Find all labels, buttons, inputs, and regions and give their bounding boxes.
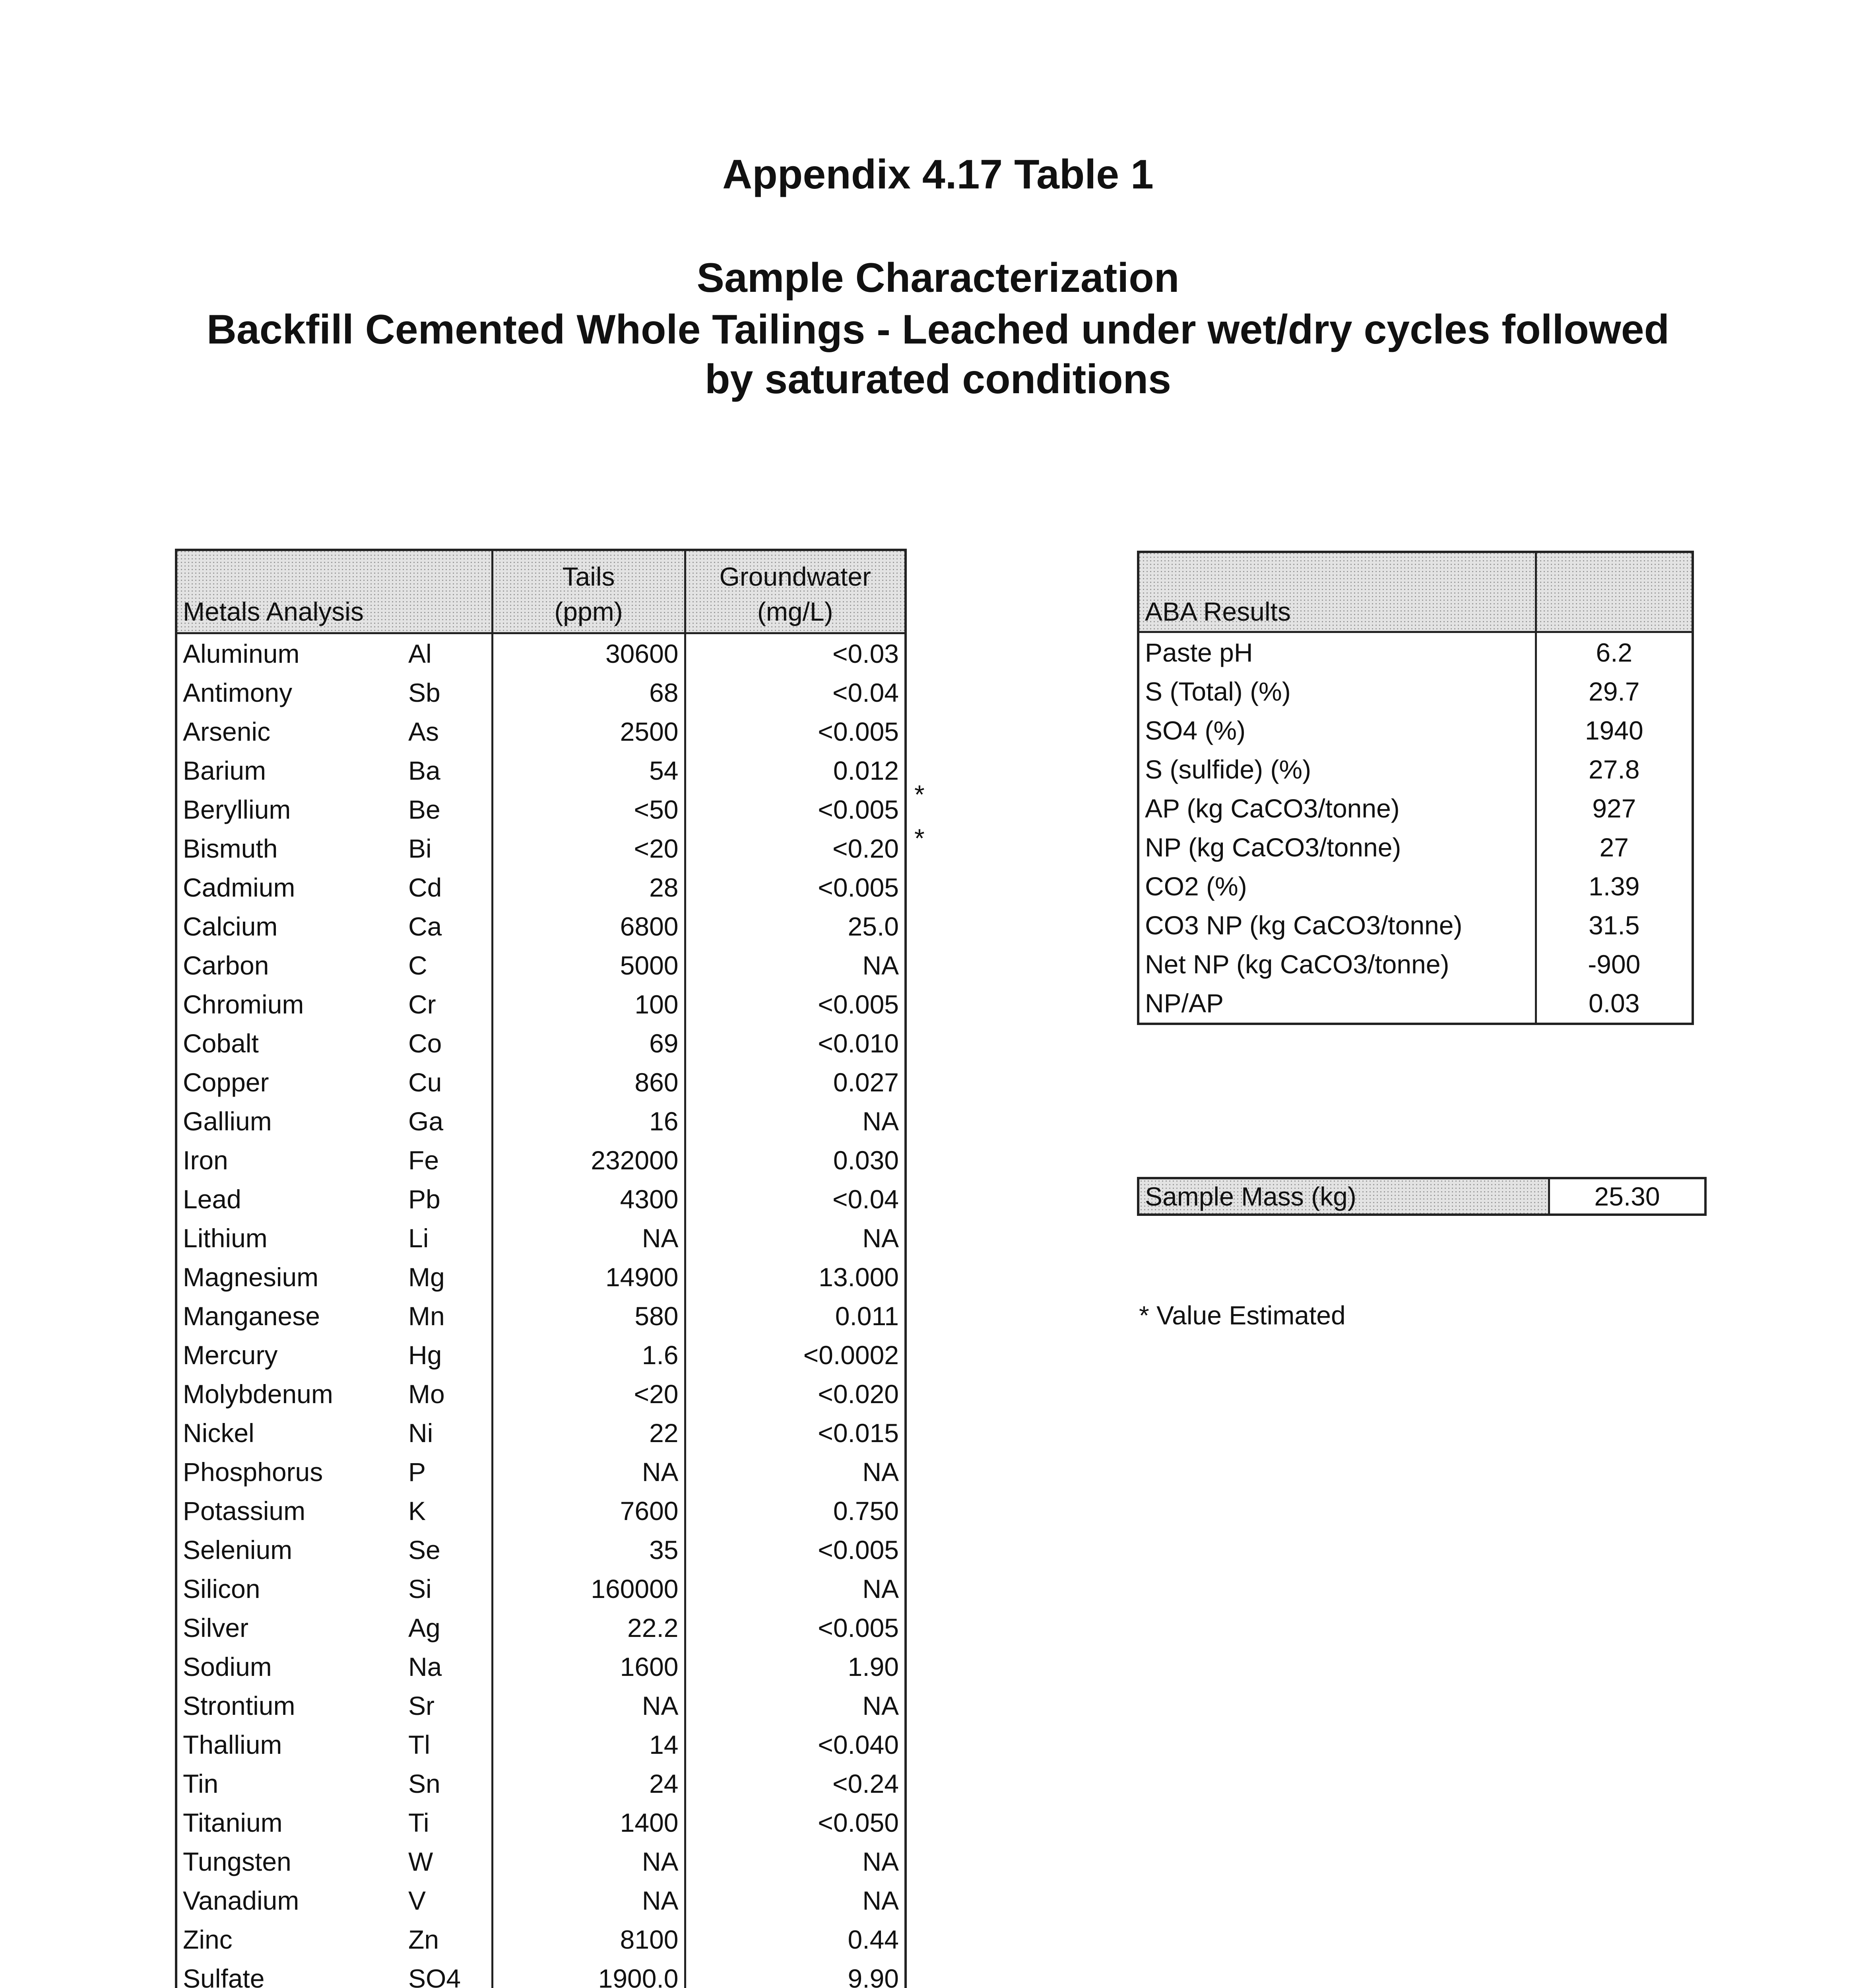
tails-header-line1: Tails	[562, 562, 615, 591]
element-name: Nickel	[183, 1418, 254, 1448]
aba-value: 31.5	[1536, 906, 1693, 945]
element-name: Mercury	[183, 1340, 278, 1370]
aba-value-header	[1536, 552, 1693, 632]
tails-value: 28	[492, 868, 685, 907]
tails-value: 68	[492, 673, 685, 712]
metals-row	[176, 790, 906, 829]
asterisk-beryllium: *	[914, 780, 925, 809]
metals-row	[176, 1491, 906, 1530]
aba-value: 6.2	[1536, 632, 1693, 672]
element-symbol: Ti	[408, 1808, 429, 1837]
element-symbol: C	[408, 951, 427, 980]
aba-results-table	[1137, 551, 1694, 1025]
element-symbol: Mn	[408, 1301, 445, 1331]
groundwater-value: <0.050	[685, 1803, 906, 1842]
element-name: Barium	[183, 756, 266, 785]
element-name: Arsenic	[183, 717, 271, 746]
aba-row	[1138, 906, 1693, 945]
tails-value: 4300	[492, 1180, 685, 1219]
tails-value: 14900	[492, 1258, 685, 1297]
metals-row	[176, 1024, 906, 1063]
tails-value: <20	[492, 1375, 685, 1413]
element-symbol: Pb	[408, 1184, 440, 1214]
sample-mass-label: Sample Mass (kg)	[1138, 1178, 1549, 1215]
element-symbol: Ag	[408, 1613, 440, 1642]
groundwater-value: <0.005	[685, 712, 906, 751]
aba-value: 1940	[1536, 711, 1693, 750]
element-symbol: As	[408, 717, 439, 746]
aba-label: NP/AP	[1145, 988, 1224, 1018]
metals-row	[176, 633, 906, 674]
element-symbol: Ga	[408, 1107, 444, 1136]
aba-value: -900	[1536, 945, 1693, 984]
element-name: Selenium	[183, 1535, 293, 1565]
element-symbol: Al	[408, 639, 432, 668]
element-name: Aluminum	[183, 639, 300, 668]
metals-row	[176, 1375, 906, 1413]
aba-row	[1138, 672, 1693, 711]
aba-value: 27.8	[1536, 750, 1693, 789]
groundwater-value: <0.015	[685, 1413, 906, 1452]
element-symbol: Mg	[408, 1262, 445, 1292]
tails-value: <20	[492, 829, 685, 868]
element-symbol: V	[408, 1886, 426, 1915]
aba-label: SO4 (%)	[1145, 716, 1246, 745]
metals-row	[176, 1959, 906, 1988]
element-name: Strontium	[183, 1691, 295, 1720]
sample-mass-value: 25.30	[1549, 1178, 1706, 1215]
tails-value: NA	[492, 1842, 685, 1881]
aba-row	[1138, 632, 1693, 672]
element-name: Zinc	[183, 1925, 233, 1954]
groundwater-value: 0.750	[685, 1491, 906, 1530]
element-name: Tin	[183, 1769, 219, 1798]
aba-value: 0.03	[1536, 984, 1693, 1024]
tails-value: 100	[492, 985, 685, 1024]
element-symbol: Sb	[408, 678, 440, 707]
metals-row	[176, 1452, 906, 1491]
metals-row	[176, 1569, 906, 1608]
element-symbol: P	[408, 1457, 426, 1487]
groundwater-value: <0.005	[685, 985, 906, 1024]
metals-row	[176, 1102, 906, 1141]
groundwater-value: <0.005	[685, 1608, 906, 1647]
metals-row	[176, 1530, 906, 1569]
element-name: Titanium	[183, 1808, 283, 1837]
element-symbol: Hg	[408, 1340, 442, 1370]
groundwater-value: <0.20	[685, 829, 906, 868]
description-line-2: by saturated conditions	[704, 356, 1172, 402]
tails-value: 2500	[492, 712, 685, 751]
element-symbol: Zn	[408, 1925, 439, 1954]
tails-value: 22.2	[492, 1608, 685, 1647]
metals-row	[176, 1881, 906, 1920]
groundwater-value: 0.012	[685, 751, 906, 790]
groundwater-value: NA	[685, 1452, 906, 1491]
metals-row	[176, 868, 906, 907]
element-name: Vanadium	[183, 1886, 299, 1915]
aba-row	[1138, 945, 1693, 984]
tails-value: 8100	[492, 1920, 685, 1959]
tails-value: 14	[492, 1725, 685, 1764]
tails-value: 160000	[492, 1569, 685, 1608]
groundwater-value: 9.90	[685, 1959, 906, 1988]
groundwater-header-line1: Groundwater	[719, 562, 871, 591]
metals-row	[176, 1063, 906, 1102]
element-symbol: Ni	[408, 1418, 433, 1448]
aba-value: 29.7	[1536, 672, 1693, 711]
metals-row	[176, 751, 906, 790]
groundwater-header-line2: (mg/L)	[757, 597, 833, 626]
groundwater-value: 0.030	[685, 1141, 906, 1180]
page-title: Appendix 4.17 Table 1	[722, 151, 1154, 198]
element-name: Lithium	[183, 1223, 268, 1253]
tails-value: 1400	[492, 1803, 685, 1842]
tails-value: 22	[492, 1413, 685, 1452]
element-symbol: Ba	[408, 756, 440, 785]
metals-header-row	[176, 550, 906, 633]
groundwater-value: <0.04	[685, 1180, 906, 1219]
sample-mass-table	[1137, 1177, 1707, 1216]
aba-results-header: ABA Results	[1145, 597, 1291, 626]
groundwater-value: <0.010	[685, 1024, 906, 1063]
groundwater-value: 1.90	[685, 1647, 906, 1686]
aba-row	[1138, 984, 1693, 1024]
element-symbol: Be	[408, 795, 440, 824]
metals-row	[176, 1803, 906, 1842]
metals-row	[176, 907, 906, 946]
groundwater-value: 0.027	[685, 1063, 906, 1102]
element-symbol: K	[408, 1496, 426, 1526]
asterisk-bismuth: *	[914, 823, 925, 853]
aba-row	[1138, 789, 1693, 828]
value-estimated-note: * Value Estimated	[1139, 1301, 1346, 1330]
element-name: Molybdenum	[183, 1379, 333, 1409]
metals-row	[176, 1336, 906, 1375]
page-subtitle: Sample Characterization	[696, 255, 1180, 301]
tails-value: <50	[492, 790, 685, 829]
metals-row	[176, 712, 906, 751]
metals-row	[176, 673, 906, 712]
tails-value: NA	[492, 1219, 685, 1258]
metals-row	[176, 1725, 906, 1764]
element-name: Tungsten	[183, 1847, 291, 1876]
element-name: Beryllium	[183, 795, 291, 824]
aba-label: CO3 NP (kg CaCO3/tonne)	[1145, 911, 1463, 940]
element-symbol: Ca	[408, 912, 442, 941]
element-name: Phosphorus	[183, 1457, 323, 1487]
aba-label: Net NP (kg CaCO3/tonne)	[1145, 949, 1449, 979]
metals-analysis-header: Metals Analysis	[183, 597, 364, 626]
element-name: Silver	[183, 1613, 249, 1642]
element-name: Lead	[183, 1184, 241, 1214]
element-name: Chromium	[183, 990, 304, 1019]
aba-row	[1138, 711, 1693, 750]
element-name: Magnesium	[183, 1262, 319, 1292]
element-name: Sodium	[183, 1652, 272, 1681]
groundwater-value: NA	[685, 946, 906, 985]
element-name: Manganese	[183, 1301, 320, 1331]
element-name: Sulfate	[183, 1964, 265, 1988]
tails-value: NA	[492, 1452, 685, 1491]
metals-row	[176, 1920, 906, 1959]
element-symbol: W	[408, 1847, 433, 1876]
element-symbol: Cu	[408, 1068, 442, 1097]
groundwater-value: NA	[685, 1881, 906, 1920]
element-symbol: Si	[408, 1574, 432, 1604]
aba-label: CO2 (%)	[1145, 872, 1247, 901]
groundwater-value: <0.005	[685, 790, 906, 829]
element-name: Carbon	[183, 951, 269, 980]
element-name: Cobalt	[183, 1029, 259, 1058]
element-symbol: Sr	[408, 1691, 435, 1720]
tails-value: NA	[492, 1881, 685, 1920]
groundwater-value: <0.0002	[685, 1336, 906, 1375]
element-symbol: Sn	[408, 1769, 440, 1798]
element-name: Silicon	[183, 1574, 260, 1604]
groundwater-value: NA	[685, 1219, 906, 1258]
element-symbol: Mo	[408, 1379, 445, 1409]
element-symbol: SO4	[408, 1964, 461, 1988]
metals-row	[176, 829, 906, 868]
metals-row	[176, 1686, 906, 1725]
aba-value: 1.39	[1536, 867, 1693, 906]
element-name: Potassium	[183, 1496, 306, 1526]
element-name: Bismuth	[183, 834, 278, 863]
tails-value: 54	[492, 751, 685, 790]
groundwater-header	[685, 550, 906, 633]
tails-value: 6800	[492, 907, 685, 946]
element-symbol: Cr	[408, 990, 436, 1019]
groundwater-value: 25.0	[685, 907, 906, 946]
metals-row	[176, 946, 906, 985]
aba-value: 27	[1536, 828, 1693, 867]
groundwater-value: <0.04	[685, 673, 906, 712]
tails-value: NA	[492, 1686, 685, 1725]
tails-header	[492, 550, 685, 633]
tails-value: 35	[492, 1530, 685, 1569]
metals-row	[176, 1219, 906, 1258]
groundwater-value: <0.005	[685, 868, 906, 907]
groundwater-value: NA	[685, 1686, 906, 1725]
metals-row	[176, 1764, 906, 1803]
tails-header-line2: (ppm)	[554, 597, 623, 626]
tails-value: 1600	[492, 1647, 685, 1686]
metals-row	[176, 1608, 906, 1647]
tails-value: 69	[492, 1024, 685, 1063]
metals-row	[176, 1180, 906, 1219]
metals-row	[176, 1647, 906, 1686]
tails-value: 860	[492, 1063, 685, 1102]
groundwater-value: <0.03	[685, 633, 906, 674]
element-symbol: Co	[408, 1029, 442, 1058]
aba-row	[1138, 750, 1693, 789]
metals-row	[176, 1842, 906, 1881]
tails-value: 232000	[492, 1141, 685, 1180]
element-name: Gallium	[183, 1107, 272, 1136]
groundwater-value: NA	[685, 1842, 906, 1881]
element-name: Thallium	[183, 1730, 282, 1759]
groundwater-value: <0.040	[685, 1725, 906, 1764]
aba-header-row	[1138, 552, 1693, 632]
metals-row	[176, 1141, 906, 1180]
metals-row	[176, 985, 906, 1024]
element-name: Copper	[183, 1068, 269, 1097]
tails-value: 5000	[492, 946, 685, 985]
groundwater-value: NA	[685, 1569, 906, 1608]
groundwater-value: 0.011	[685, 1297, 906, 1336]
element-name: Calcium	[183, 912, 278, 941]
aba-label: AP (kg CaCO3/tonne)	[1145, 794, 1400, 823]
groundwater-value: NA	[685, 1102, 906, 1141]
groundwater-value: <0.005	[685, 1530, 906, 1569]
groundwater-value: <0.24	[685, 1764, 906, 1803]
groundwater-value: <0.020	[685, 1375, 906, 1413]
description-line-1: Backfill Cemented Whole Tailings - Leached under wet/dry cycles followed	[206, 307, 1670, 353]
element-name: Cadmium	[183, 873, 295, 902]
metals-row	[176, 1258, 906, 1297]
aba-row	[1138, 867, 1693, 906]
element-symbol: Fe	[408, 1145, 439, 1175]
element-symbol: Na	[408, 1652, 442, 1681]
element-symbol: Cd	[408, 873, 442, 902]
element-symbol: Tl	[408, 1730, 430, 1759]
element-symbol: Bi	[408, 834, 432, 863]
sample-mass-row	[1138, 1178, 1705, 1215]
element-symbol: Se	[408, 1535, 440, 1565]
tails-value: 7600	[492, 1491, 685, 1530]
element-symbol: Li	[408, 1223, 429, 1253]
metals-row	[176, 1413, 906, 1452]
tails-value: 1.6	[492, 1336, 685, 1375]
groundwater-value: 13.000	[685, 1258, 906, 1297]
element-name: Antimony	[183, 678, 293, 707]
aba-label: S (sulfide) (%)	[1145, 755, 1311, 784]
tails-value: 580	[492, 1297, 685, 1336]
aba-label: NP (kg CaCO3/tonne)	[1145, 833, 1401, 862]
aba-value: 927	[1536, 789, 1693, 828]
aba-row	[1138, 828, 1693, 867]
metals-analysis-table	[175, 549, 907, 1988]
metals-row	[176, 1297, 906, 1336]
aba-label: S (Total) (%)	[1145, 677, 1291, 706]
element-name: Iron	[183, 1145, 228, 1175]
aba-label: Paste pH	[1145, 638, 1253, 667]
tails-value: 1900.0	[492, 1959, 685, 1988]
groundwater-value: 0.44	[685, 1920, 906, 1959]
tails-value: 24	[492, 1764, 685, 1803]
tails-value: 16	[492, 1102, 685, 1141]
tails-value: 30600	[492, 633, 685, 674]
